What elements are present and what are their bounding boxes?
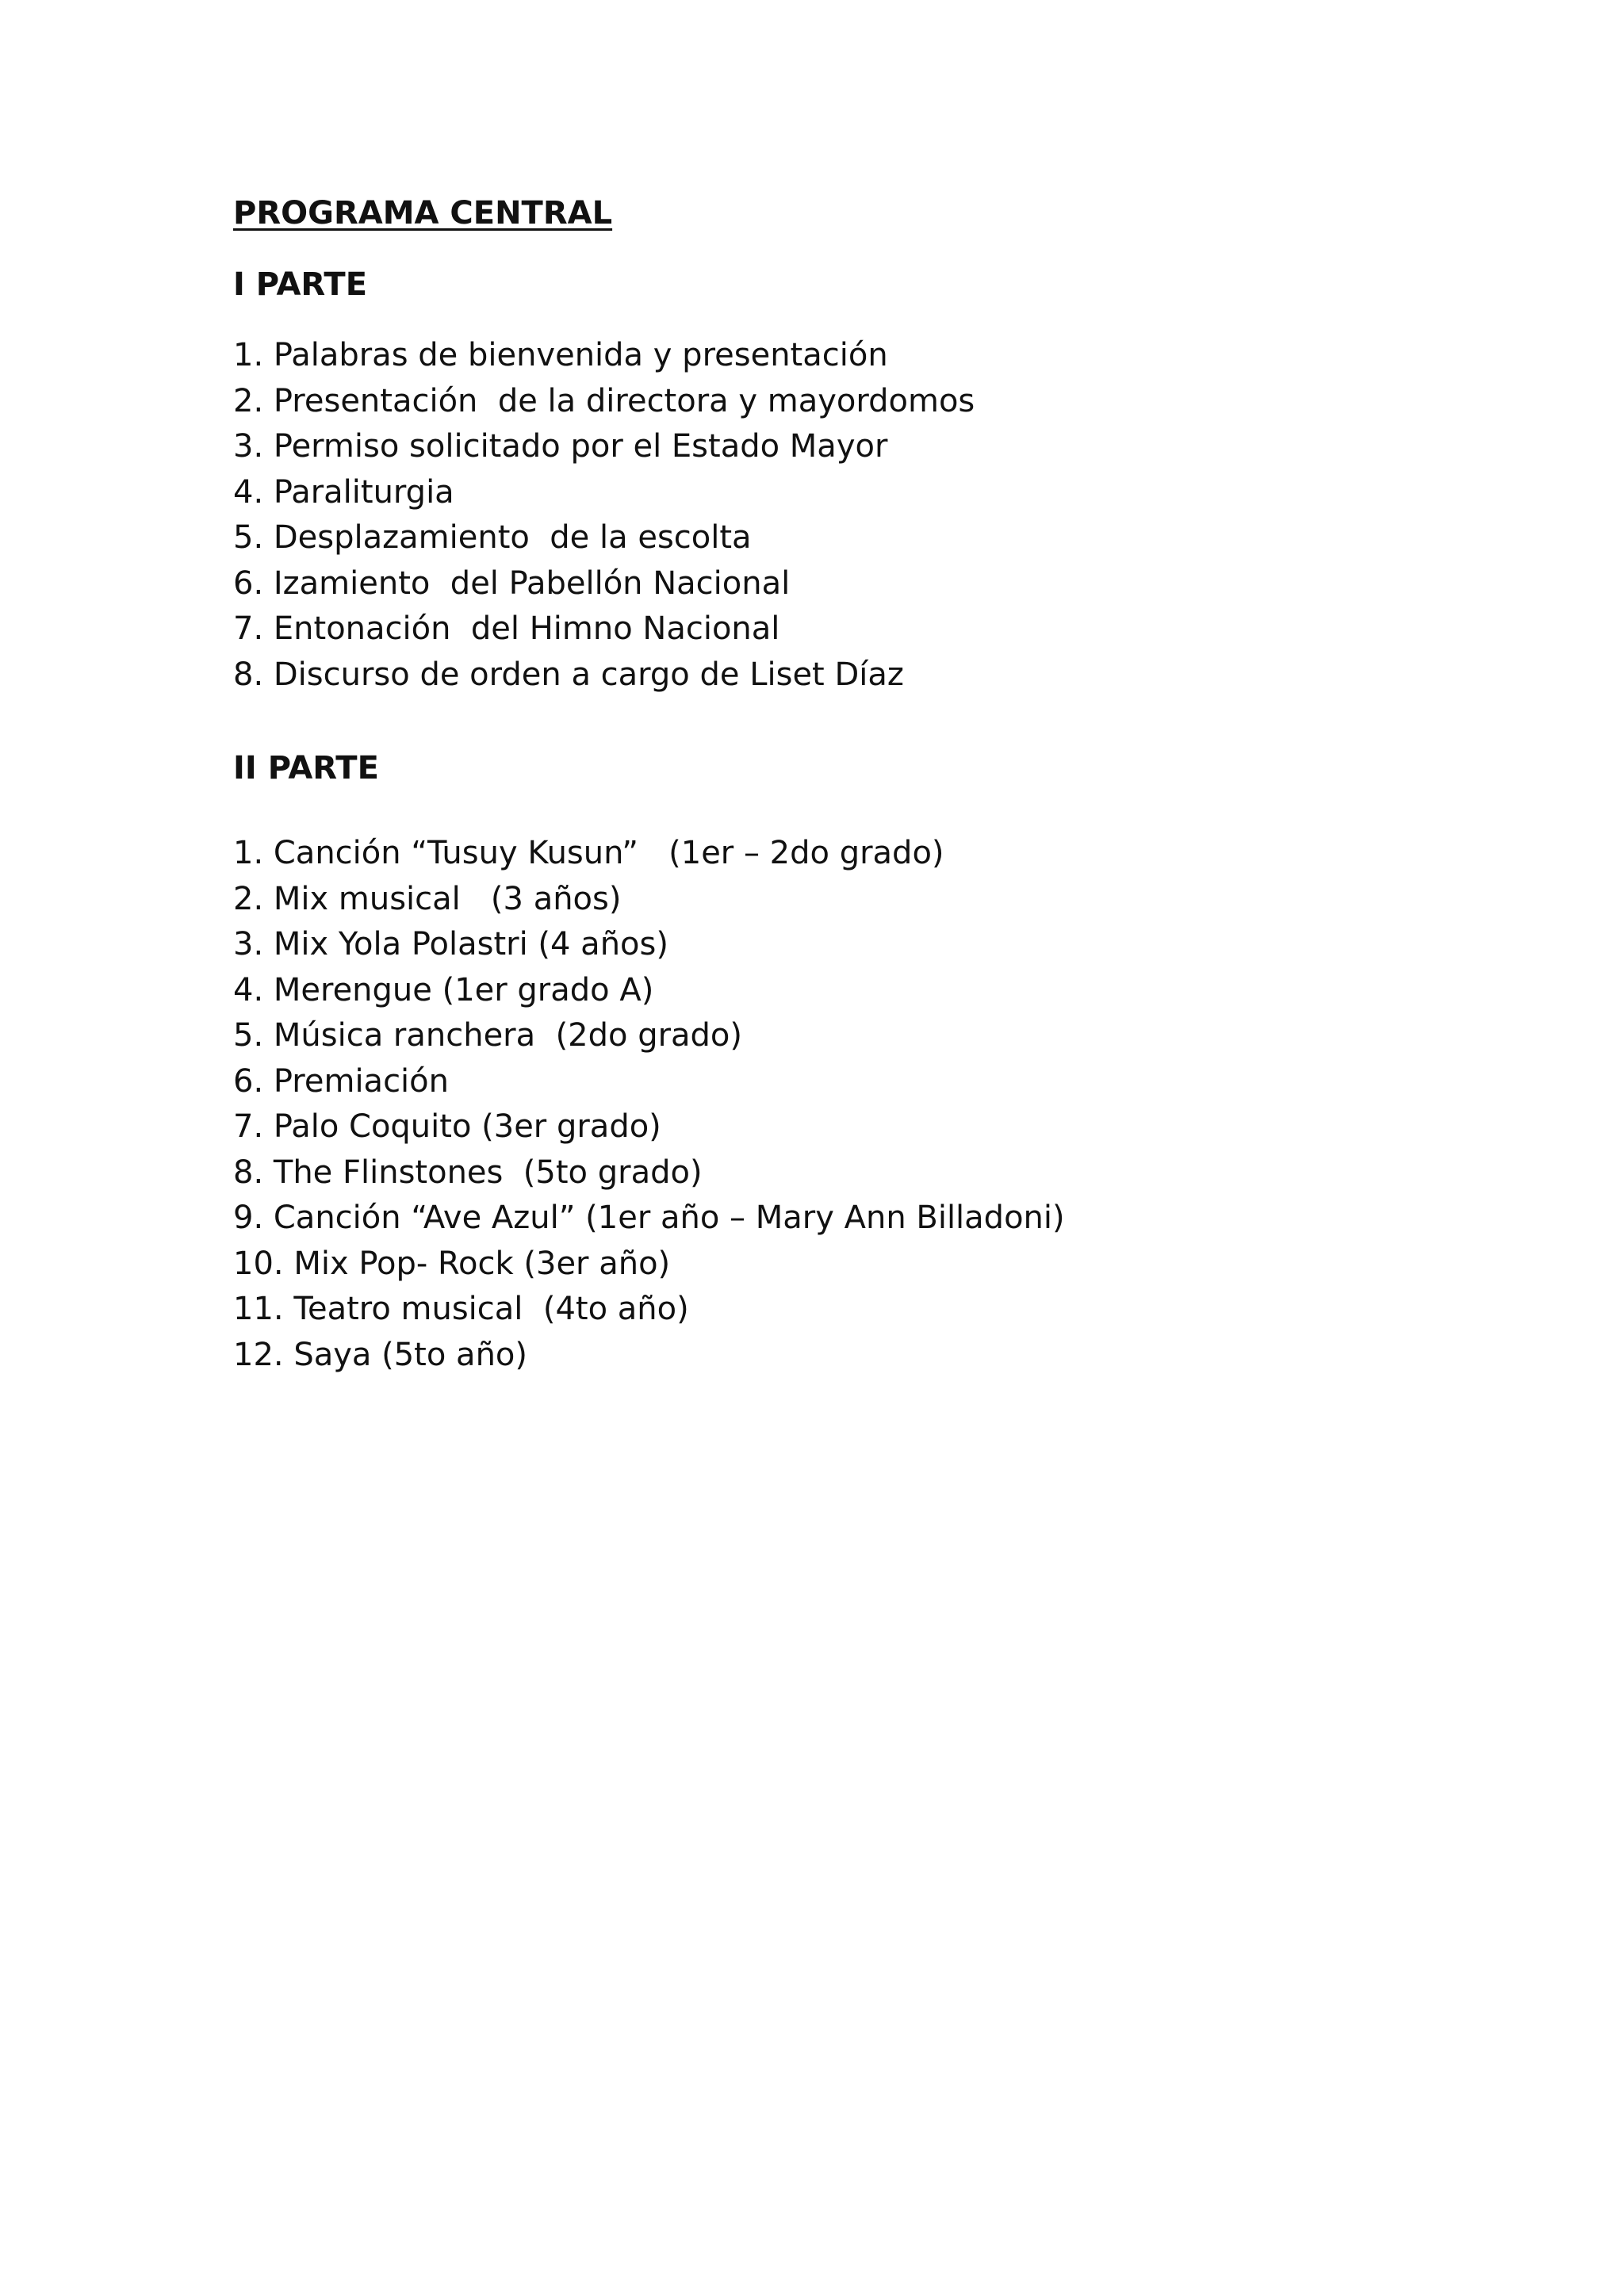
program-title: PROGRAMA CENTRAL [233,195,613,232]
part2-item: 6. Premiación [233,1062,449,1100]
part1-item: 6. Izamiento del Pabellón Nacional [233,564,791,602]
part2-item: 8. The Flinstones (5to grado) [233,1154,703,1191]
part1-list [233,333,1502,698]
part2-item: 7. Palo Coquito (3er grado) [233,1108,661,1145]
part1-item: 3. Permiso solicitado por el Estado Mayor [233,428,888,465]
part2-list [233,831,1502,1378]
part1-item: 1. Palabras de bienvenida y presentación [233,337,888,373]
part2-item: 9. Canción “Ave Azul” (1er año – Mary Ann Billadoni) [233,1200,1065,1236]
part2-item: 5. Música ranchera (2do grado) [233,1017,743,1054]
part2-item: 12. Saya (5to año) [233,1336,527,1373]
part2-item: 10. Mix Pop- Rock (3er año) [233,1245,671,1282]
part2-heading: II PARTE [233,750,379,786]
part1-item: 7. Entonación del Himno Nacional [233,610,780,647]
program-content [233,190,1502,1378]
part1-item: 2. Presentación de la directora y mayordomos [233,382,975,419]
part2-item: 2. Mix musical (3 años) [233,880,622,917]
part1-item: 8. Discurso de orden a cargo de Liset Díaz [233,656,904,693]
part2-item: 11. Teatro musical (4to año) [233,1291,689,1327]
part2-item: 1. Canción “Tusuy Kusun” (1er – 2do grado) [233,835,944,871]
part2-item: 4. Merengue (1er grado A) [233,971,654,1008]
part1-item: 5. Desplazamiento de la escolta [233,519,752,556]
part1-heading: I PARTE [233,266,368,303]
part2-item: 3. Mix Yola Polastri (4 años) [233,926,668,962]
part1-item: 4. Paraliturgia [233,473,454,511]
